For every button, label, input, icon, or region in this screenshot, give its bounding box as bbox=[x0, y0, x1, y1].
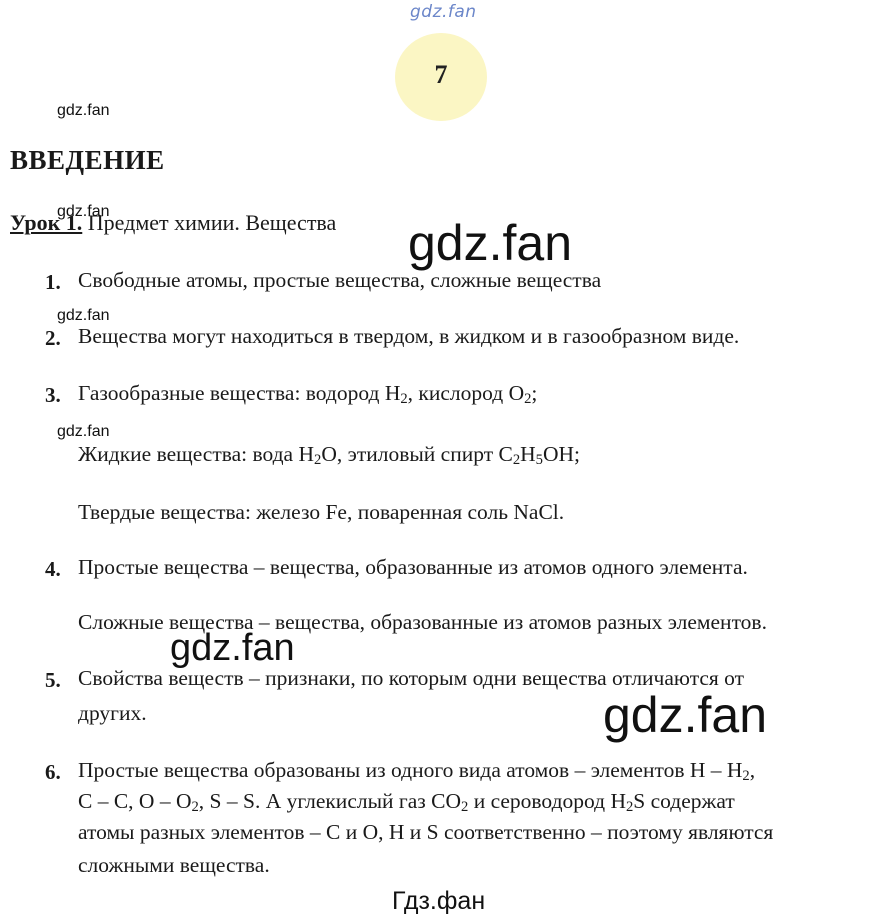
item-text: других. bbox=[78, 701, 147, 725]
watermark-top: gdz.fan bbox=[410, 2, 477, 22]
item-number: 4. bbox=[45, 557, 61, 581]
lesson-number: Урок 1. bbox=[10, 210, 83, 235]
item-text-solid: Твердые вещества: железо Fe, поваренная соль NaCl. bbox=[78, 500, 565, 524]
item-text-gas: Газообразные вещества: водород $H_2$, кислород $O_2$; bbox=[78, 381, 538, 408]
item-number: 1. bbox=[45, 270, 61, 294]
watermark-footer: Гдз.фан bbox=[392, 887, 486, 915]
item-text: Простые вещества образованы из одного вида атомов – элементов H – $H_2$, bbox=[78, 758, 756, 785]
lesson-title-line bbox=[10, 210, 336, 236]
item-text: Простые вещества – вещества, образованные из атомов одного элемента. bbox=[78, 555, 748, 579]
watermark-small: gdz.fan bbox=[57, 102, 110, 119]
watermark-small: gdz.fan bbox=[57, 307, 110, 324]
watermark-small: gdz.fan bbox=[57, 203, 110, 220]
item-number: 6. bbox=[45, 760, 61, 784]
section-title: ВВЕДЕНИЕ bbox=[10, 145, 165, 175]
item-number: 3. bbox=[45, 383, 61, 407]
lesson-title: Предмет химии. Вещества bbox=[87, 210, 337, 235]
item-text: C – C, O – $O_2$, S – S. А углекислый газ $CO_2$ и сероводород $H_2S$ содержат bbox=[78, 789, 735, 816]
item-text: атомы разных элементов – C и O, H и S соответственно – поэтому являются bbox=[78, 820, 774, 844]
item-text: Свободные атомы, простые вещества, сложные вещества bbox=[78, 268, 602, 292]
watermark-large: gdz.fan bbox=[603, 687, 768, 743]
item-text: Вещества могут находиться в твердом, в жидком и в газообразном виде. bbox=[78, 324, 740, 348]
item-text: Свойства веществ – признаки, по которым одни вещества отличаются от bbox=[78, 666, 745, 690]
page-number: 7 bbox=[434, 60, 448, 89]
watermark-large: gdz.fan bbox=[170, 627, 295, 669]
item-text-liquid: Жидкие вещества: вода $H_2O$, этиловый спирт $C_2H_5OH$; bbox=[78, 442, 580, 469]
item-text: сложными вещества. bbox=[78, 853, 270, 877]
item-text: Сложные вещества – вещества, образованные из атомов разных элементов. bbox=[78, 610, 767, 634]
item-number: 5. bbox=[45, 668, 61, 692]
item-number: 2. bbox=[45, 326, 61, 350]
watermark-large: gdz.fan bbox=[408, 215, 573, 271]
watermark-small: gdz.fan bbox=[57, 423, 110, 440]
